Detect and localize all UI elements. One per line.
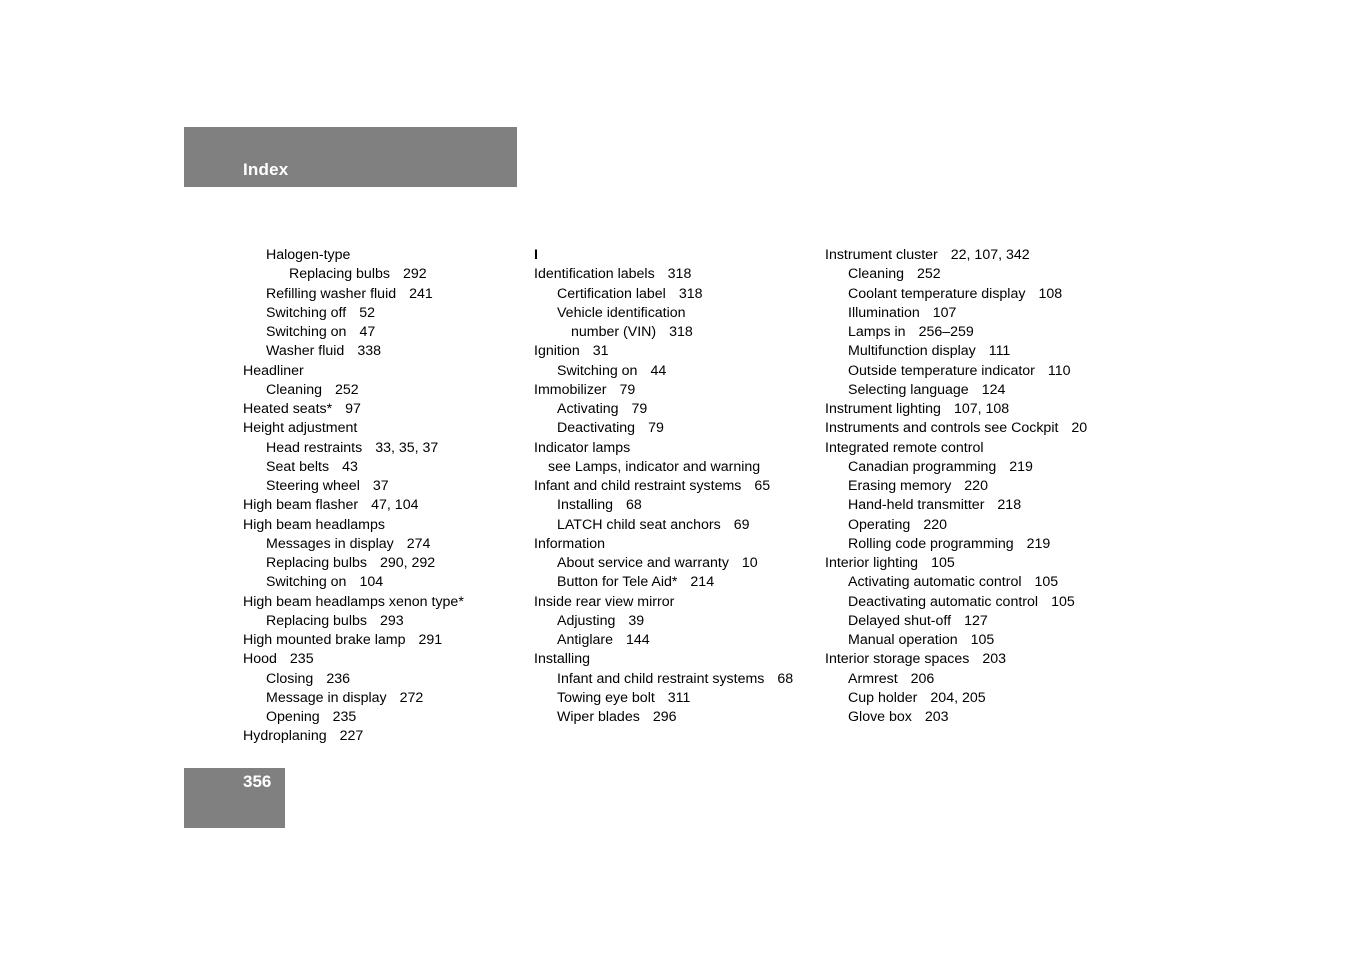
index-term: Halogen-type <box>266 247 351 263</box>
index-term: Instrument lighting <box>825 401 941 417</box>
index-page-ref: 256–259 <box>918 324 974 340</box>
index-page-ref: 318 <box>667 266 692 283</box>
index-page-ref: 97 <box>345 401 361 417</box>
index-page-ref: 47, 104 <box>371 497 419 514</box>
index-column-2 <box>534 246 814 727</box>
index-entry <box>243 323 518 342</box>
index-entry <box>825 708 1115 727</box>
index-term: Heated seats* <box>243 401 333 417</box>
index-term: Wiper blades <box>557 709 640 725</box>
index-entry <box>243 265 518 284</box>
index-term: About service and warranty <box>557 555 729 571</box>
index-page-ref: 218 <box>997 497 1022 514</box>
index-term: I <box>534 247 538 263</box>
index-term: Switching on <box>557 362 638 379</box>
index-term: Infant and child restraint systems <box>557 670 765 687</box>
index-entry <box>534 323 814 342</box>
index-term: Vehicle identification <box>557 304 686 321</box>
index-page-ref: 108 <box>1038 285 1063 302</box>
index-page-ref: 214 <box>690 574 715 591</box>
index-page-ref: 39 <box>628 612 645 629</box>
index-term: Indicator lamps <box>534 439 631 456</box>
index-term: Delayed shut-off <box>848 612 952 629</box>
index-term: Erasing memory <box>848 478 952 494</box>
index-entry <box>243 362 518 381</box>
index-term: Button for Tele Aid* <box>557 574 678 591</box>
index-entry <box>825 516 1115 535</box>
index-term: Washer fluid <box>266 343 345 360</box>
index-term: Certification label <box>557 285 666 302</box>
index-term: Switching on <box>266 574 347 591</box>
index-entry <box>243 670 518 689</box>
index-page-ref: 252 <box>335 381 359 398</box>
index-entry <box>825 554 1115 573</box>
index-entry <box>243 400 518 419</box>
index-term: Instrument cluster <box>825 247 938 263</box>
index-entry <box>534 419 814 438</box>
index-page-ref: 68 <box>626 497 642 514</box>
index-entry <box>534 516 814 535</box>
index-term: Cleaning <box>848 266 905 283</box>
index-entry <box>534 670 814 689</box>
index-term: High beam flasher <box>243 497 359 514</box>
index-entry <box>825 419 1115 438</box>
index-page-ref: 52 <box>359 304 375 321</box>
index-entry <box>825 362 1115 381</box>
index-entry <box>825 246 1115 265</box>
index-page-ref: 107, 108 <box>953 401 1010 417</box>
index-entry <box>534 650 814 669</box>
index-entry <box>825 612 1115 631</box>
index-column-3 <box>825 246 1115 727</box>
index-page-ref: 318 <box>669 324 693 340</box>
index-term: Adjusting <box>557 612 616 629</box>
index-entry <box>825 650 1115 669</box>
index-term: Ignition <box>534 343 580 360</box>
index-entry <box>534 400 814 419</box>
index-entry <box>825 342 1115 361</box>
index-entry <box>243 612 518 631</box>
index-entry <box>243 554 518 573</box>
index-page-ref: 235 <box>289 651 314 668</box>
index-page-ref: 220 <box>964 478 988 494</box>
index-term: Seat belts <box>266 458 330 475</box>
index-entry <box>825 535 1115 554</box>
index-page-ref: 311 <box>667 689 691 706</box>
index-entry <box>534 439 814 458</box>
index-term: Installing <box>557 497 613 514</box>
index-page-ref: 241 <box>409 285 433 302</box>
index-term: Infant and child restraint systems <box>534 478 742 494</box>
index-term: Hood <box>243 651 277 668</box>
index-entry <box>534 477 814 496</box>
index-entry <box>534 593 814 612</box>
index-page-ref: 110 <box>1047 362 1071 379</box>
section-header-bar <box>184 127 517 187</box>
index-term: Replacing bulbs <box>289 266 390 283</box>
index-entry <box>825 573 1115 592</box>
index-term: Installing <box>534 651 590 668</box>
index-entry <box>534 708 814 727</box>
index-term: Illumination <box>848 304 920 321</box>
index-entry <box>825 631 1115 650</box>
index-page-ref: 105 <box>1034 574 1059 591</box>
index-page-ref: 43 <box>342 458 358 475</box>
index-page-ref: 292 <box>402 266 427 283</box>
index-page-ref: 318 <box>678 285 703 302</box>
index-term: Activating automatic control <box>848 574 1022 591</box>
index-page-ref: 104 <box>359 574 384 591</box>
index-page-ref: 68 <box>777 670 794 687</box>
index-term: LATCH child seat anchors <box>557 516 721 533</box>
index-entry <box>534 496 814 515</box>
index-page-ref: 37 <box>372 478 389 494</box>
index-entry <box>243 246 518 265</box>
index-term: Armrest <box>848 670 898 687</box>
index-page-ref: 293 <box>379 612 404 629</box>
index-page-ref: 290, 292 <box>379 555 436 571</box>
index-term: Integrated remote control <box>825 439 984 456</box>
index-page-ref: 296 <box>652 709 677 725</box>
index-page-ref: 235 <box>332 709 357 725</box>
index-page-ref: 20 <box>1071 420 1088 437</box>
index-page-ref: 105 <box>931 555 955 571</box>
index-entry <box>825 439 1115 458</box>
index-term: Closing <box>266 670 314 687</box>
index-term: Hydroplaning <box>243 728 327 745</box>
index-page-ref: 219 <box>1026 535 1051 552</box>
index-page-ref: 203 <box>924 709 949 725</box>
index-page-ref: 111 <box>988 343 1011 360</box>
index-entry <box>534 612 814 631</box>
index-entry <box>243 727 518 746</box>
index-term: Switching off <box>266 304 347 321</box>
index-page-ref: 44 <box>650 362 667 379</box>
index-term: Switching on <box>266 324 347 340</box>
index-term: Manual operation <box>848 632 958 648</box>
index-term: Glove box <box>848 709 912 725</box>
index-entry <box>534 265 814 284</box>
index-entry <box>243 477 518 496</box>
index-term: Instruments and controls see Cockpit <box>825 420 1059 437</box>
index-entry <box>825 381 1115 400</box>
index-term: Inside rear view mirror <box>534 593 675 610</box>
index-term: Activating <box>557 401 619 417</box>
index-term: Lamps in <box>848 324 906 340</box>
index-entry <box>534 304 814 323</box>
index-page-ref: 107 <box>932 304 957 321</box>
index-term: High beam headlamps <box>243 516 385 533</box>
index-term: Steering wheel <box>266 478 360 494</box>
index-page-ref: 127 <box>964 612 988 629</box>
index-page-ref: 274 <box>406 535 431 552</box>
index-page-ref: 69 <box>733 516 750 533</box>
index-page-ref: 236 <box>326 670 350 687</box>
index-entry <box>534 285 814 304</box>
index-entry <box>243 304 518 323</box>
index-term: Replacing bulbs <box>266 612 367 629</box>
index-term: Antiglare <box>557 632 613 648</box>
page-number-tab <box>184 768 285 828</box>
index-entry <box>243 535 518 554</box>
index-term: Deactivating <box>557 420 636 437</box>
index-entry <box>243 285 518 304</box>
index-entry <box>534 458 814 477</box>
index-entry <box>243 650 518 669</box>
index-entry <box>825 265 1115 284</box>
index-entry <box>534 381 814 400</box>
index-page-ref: 203 <box>982 651 1006 668</box>
index-term: Hand-held transmitter <box>848 497 985 514</box>
index-term: Selecting language <box>848 381 969 398</box>
index-page-ref: 124 <box>981 381 1006 398</box>
index-page-ref: 10 <box>741 555 758 571</box>
index-entry <box>825 689 1115 708</box>
index-term: Message in display <box>266 689 387 706</box>
index-term: Information <box>534 535 605 552</box>
index-term: Canadian programming <box>848 458 997 475</box>
index-page-ref: 219 <box>1009 458 1033 475</box>
index-page-ref: 33, 35, 37 <box>375 439 439 456</box>
index-entry <box>534 535 814 554</box>
index-page-ref: 206 <box>910 670 935 687</box>
index-entry <box>243 381 518 400</box>
index-entry <box>825 304 1115 323</box>
index-entry <box>243 573 518 592</box>
index-term: Coolant temperature display <box>848 285 1026 302</box>
index-term: Opening <box>266 709 320 725</box>
index-term: Towing eye bolt <box>557 689 655 706</box>
index-term: Head restraints <box>266 439 363 456</box>
index-term: Replacing bulbs <box>266 555 367 571</box>
index-letter-heading <box>534 246 814 265</box>
index-term: Height adjustment <box>243 420 358 437</box>
index-term: number (VIN) <box>571 324 657 340</box>
index-page-ref: 338 <box>357 343 381 360</box>
index-entry <box>243 516 518 535</box>
index-entry <box>534 362 814 381</box>
index-entry <box>825 323 1115 342</box>
index-term: Deactivating automatic control <box>848 593 1039 610</box>
index-term: Identification labels <box>534 266 655 283</box>
index-entry <box>534 342 814 361</box>
index-term: Interior lighting <box>825 555 919 571</box>
index-page-ref: 227 <box>339 728 364 745</box>
index-entry <box>825 458 1115 477</box>
index-term: Refilling washer fluid <box>266 285 397 302</box>
index-term: see Lamps, indicator and warning <box>548 458 761 475</box>
index-page-ref: 272 <box>399 689 424 706</box>
index-term: Outside temperature indicator <box>848 362 1035 379</box>
index-term: Immobilizer <box>534 381 607 398</box>
index-page-ref: 291 <box>418 632 443 648</box>
index-entry <box>243 631 518 650</box>
index-entry <box>243 708 518 727</box>
index-page-ref: 79 <box>619 381 636 398</box>
index-entry <box>825 285 1115 304</box>
index-term: Cup holder <box>848 689 918 706</box>
index-entry <box>534 631 814 650</box>
index-page-ref: 105 <box>1051 593 1075 610</box>
index-term: Rolling code programming <box>848 535 1014 552</box>
index-page-ref: 144 <box>626 632 650 648</box>
index-entry <box>243 689 518 708</box>
index-entry <box>534 689 814 708</box>
index-entry <box>825 400 1115 419</box>
index-page-ref: 47 <box>359 324 376 340</box>
index-entry <box>243 342 518 361</box>
index-page-ref: 220 <box>923 516 947 533</box>
index-entry <box>243 439 518 458</box>
index-entry <box>534 554 814 573</box>
index-entry <box>243 496 518 515</box>
index-page-ref: 65 <box>754 478 771 494</box>
index-term: High beam headlamps xenon type* <box>243 593 464 610</box>
index-entry <box>243 593 518 612</box>
index-page-ref: 105 <box>970 632 995 648</box>
index-term: Cleaning <box>266 381 323 398</box>
section-title: Index <box>243 160 289 179</box>
index-term: Messages in display <box>266 535 394 552</box>
index-entry <box>825 477 1115 496</box>
index-page-ref: 252 <box>917 266 941 283</box>
page-number: 356 <box>243 772 272 791</box>
index-page-ref: 79 <box>648 420 664 437</box>
index-term: Operating <box>848 516 911 533</box>
index-term: Multifunction display <box>848 343 976 360</box>
index-term: High mounted brake lamp <box>243 632 406 648</box>
index-entry <box>825 593 1115 612</box>
index-entry <box>243 458 518 477</box>
index-term: Headliner <box>243 362 304 379</box>
index-page-ref: 79 <box>631 401 648 417</box>
index-entry <box>534 573 814 592</box>
index-term: Interior storage spaces <box>825 651 970 668</box>
index-entry <box>243 419 518 438</box>
index-page-ref: 31 <box>592 343 609 360</box>
index-entry <box>825 670 1115 689</box>
index-page-ref: 22, 107, 342 <box>950 247 1030 263</box>
index-column-1 <box>243 246 518 747</box>
index-page-ref: 204, 205 <box>930 689 986 706</box>
index-entry <box>825 496 1115 515</box>
